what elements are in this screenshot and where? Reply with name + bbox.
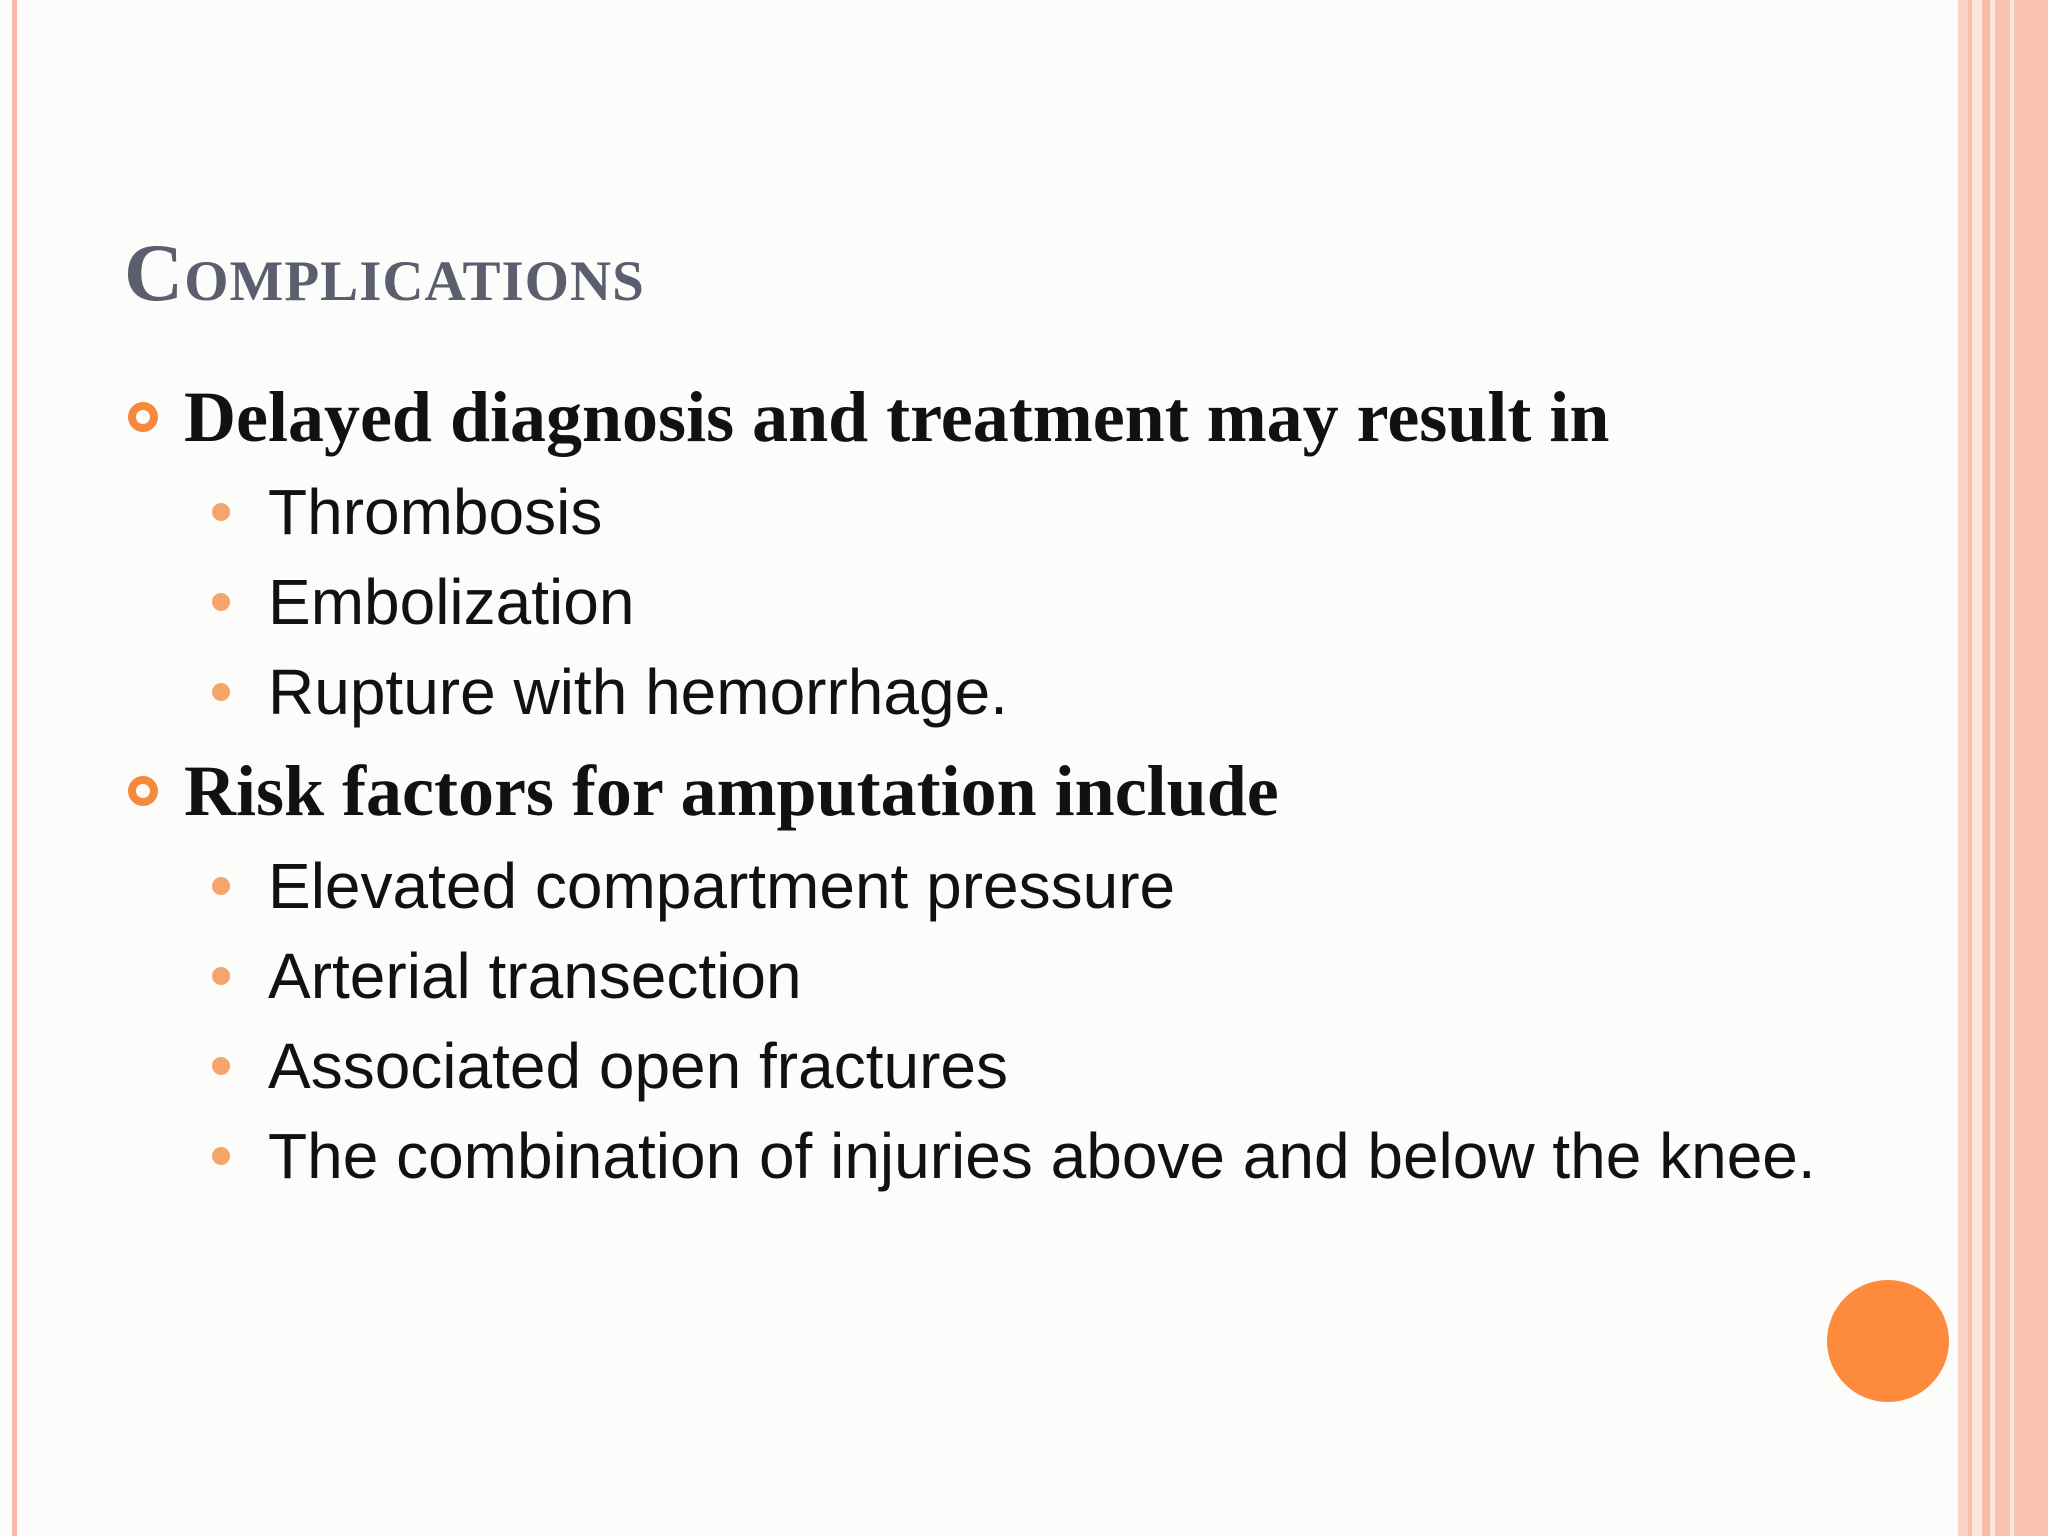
list-item: [212, 562, 634, 642]
section-heading-row: [128, 746, 1279, 836]
dot-bullet-icon: [212, 967, 230, 985]
dot-bullet-icon: [212, 1147, 230, 1165]
section-heading: Risk factors for amputation include: [184, 750, 1279, 831]
list-item-text: Thrombosis: [268, 476, 603, 548]
list-item: [212, 846, 1175, 926]
dot-bullet-icon: [212, 503, 230, 521]
orange-circle-icon: [1827, 1280, 1949, 1402]
list-item: [212, 1116, 1816, 1196]
dot-bullet-icon: [212, 877, 230, 895]
list-item: [212, 652, 1008, 732]
ring-bullet-icon: [128, 776, 158, 806]
list-item-text: Arterial transection: [268, 940, 802, 1012]
section-heading: Delayed diagnosis and treatment may result in: [184, 376, 1610, 457]
dot-bullet-icon: [212, 593, 230, 611]
list-item-text: Rupture with hemorrhage.: [268, 656, 1008, 728]
dot-bullet-icon: [212, 683, 230, 701]
list-item: [212, 472, 602, 552]
list-item: [212, 1026, 1008, 1106]
ring-bullet-icon: [128, 402, 158, 432]
list-item-text: Embolization: [268, 566, 635, 638]
list-item-text: Associated open fractures: [268, 1030, 1008, 1102]
section-heading-row: [128, 372, 1609, 462]
dot-bullet-icon: [212, 1057, 230, 1075]
slide-title: Complications: [124, 227, 645, 318]
list-item-text: Elevated compartment pressure: [268, 850, 1176, 922]
list-item-text: The combination of injuries above and below the knee.: [268, 1120, 1816, 1192]
list-item: [212, 936, 802, 1016]
